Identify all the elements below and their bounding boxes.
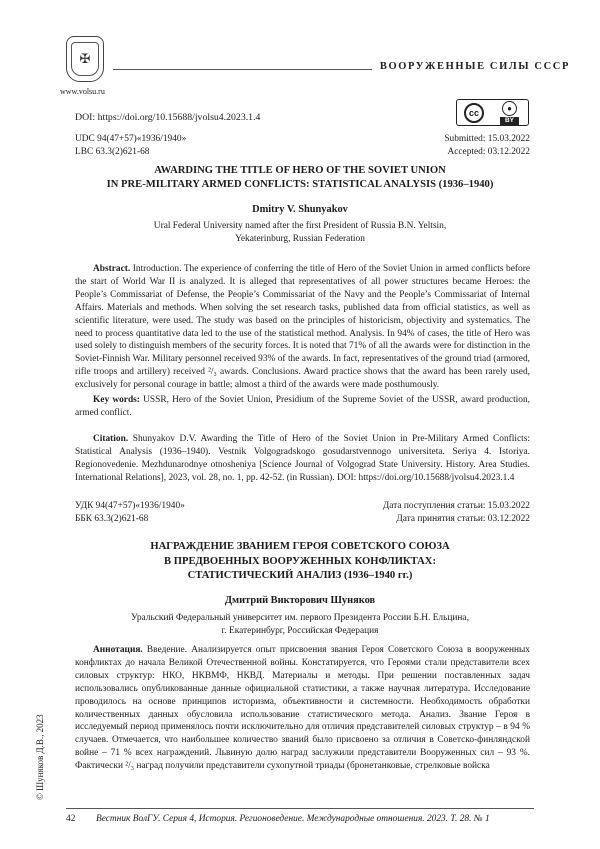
page-number: 42 xyxy=(66,814,76,824)
accepted-en: Accepted: 03.12.2022 xyxy=(447,147,530,157)
by-label: BY xyxy=(500,117,519,125)
lbc-en: LBC 63.3(2)621-68 xyxy=(75,147,150,157)
submitted-ru: Дата поступления статьи: 15.03.2022 xyxy=(382,501,530,511)
website-url[interactable]: www.volsu.ru xyxy=(60,87,105,96)
citation-en: Citation. Shunyakov D.V. Awarding the Title of Hero of the Soviet Union in Pre-Military Armed Conflicts: Statistical Analysis (1936–1940). Vestnik Volgogradskogo gosudarstvennogo universiteta. Seriya 4. Istoriya. Regionovedenie. Mezhdunarodnye otnosheniya [Science Journal of Volgograd State University. History. Area Studies. International Relations], 2023, vol. 28, no. 1, pp. 42-52. (in Russian). DOI: https://doi.org/10.15688/jvolsu4.2023.1.4 xyxy=(75,434,530,483)
affiliation-ru: Уральский Федеральный университет им. первого Президента России Б.Н. Ельцина, г. Екатеринбург, Российская Федерация xyxy=(131,613,469,636)
copyright-vertical: © Шуняков Д.В., 2023 xyxy=(35,714,45,800)
article-title-ru: НАГРАЖДЕНИЕ ЗВАНИЕМ ГЕРОЯ СОВЕТСКОГО СОЮЗА В ПРЕДВОЕННЫХ ВООРУЖЕННЫХ КОНФЛИКТАХ: СТАТИСТИЧЕСКИЙ АНАЛИЗ (1936–1940 гг.) xyxy=(150,541,450,581)
doi-link[interactable]: DOI: https://doi.org/10.15688/jvolsu4.2023.1.4 xyxy=(75,112,261,123)
author-ru: Дмитрий Викторович Шуняков xyxy=(224,595,376,606)
lbc-ru: ББК 63.3(2)621-68 xyxy=(75,514,149,524)
abstract-en: Abstract. Introduction. The experience of conferring the title of Hero of the Soviet Union in armed conflicts before the start of World War II is analyzed. It is alleged that representatives of all power structures became Heroes: the People’s Commissariat of Defense, the People’s Commissariat of the Navy and the People’s Commissariat of Internal Affairs. Materials and methods. When solving the set research tasks, published data from official statistics, as well as scientific literature, were used. The study was based on the principles of historicism, objectivity and systematics. The need to process quantitative data led to the use of the statistical method. Analysis. In 94% of cases, the title of Hero was used solely to distinguish members of the security forces. It is noted that 71% of all the awards were for distinction in the Soviet-Finnish War. Military personnel received 93% of the awards. In fact, representatives of the ground triad (armored, rifle troops and artillery) received ²/₃ awards. Conclusions. Award practice shows that the award has been rarely used, exclusively for personal courage in battle; almost a third of the awards were made posthumously. xyxy=(75,264,530,391)
udc-ru: УДК 94(47+57)«1936/1940» xyxy=(75,501,185,511)
coat-of-arms-icon: ✠ xyxy=(71,42,99,76)
article-title-en: AWARDING THE TITLE OF HERO OF THE SOVIET UNION IN PRE-MILITARY ARMED CONFLICTS: STATISTICAL ANALYSIS (1936–1940) xyxy=(106,165,494,190)
university-logo xyxy=(66,36,104,82)
accepted-ru: Дата принятия статьи: 03.12.2022 xyxy=(396,514,530,524)
journal-footer: Вестник ВолГУ. Серия 4, История. Регионоведение. Международные отношения. 2023. Т. 28. № 1 xyxy=(96,814,490,824)
udc-en: UDC 94(47+57)«1936/1940» xyxy=(75,134,187,144)
keywords-en: Key words: USSR, Hero of the Soviet Union, Presidium of the Supreme Soviet of the USSR, award production, armed conflict. xyxy=(75,395,530,418)
annotation-ru: Аннотация. Введение. Анализируется опыт присвоения звания Героя Советского Союза в вооруженных конфликтах до начала Великой Отечественной войны. Констатируется, что Героями стали представители всех силовых структур: НКО, НКВМФ, НКВД. Материалы и методы. При решении поставленных задач использовались опубликованные данные официальной статистики, а также научная литература. Исследование проводилось на основе принципов историзма, объективности и системности. Необходимость обработки количественных данных обусловила использование статистического метода. Анализ. Звание Героя в исследуемый период применялось почти исключительно для отличия представителей силовых структур – в 94 % случаев. Отмечается, что наибольшее количество званий было присвоено за отличия в Советско-финляндской войне – 71 % всех награждений. Львиную долю наград заслужили представители Вооруженных сил – 93 %. Фактически ²/₃ наград получили представители сухопутной триады (бронетанковые, стрелковые войска xyxy=(75,645,530,772)
submitted-en: Submitted: 15.03.2022 xyxy=(444,134,530,144)
person-icon: ● xyxy=(502,101,517,116)
footer-rule xyxy=(66,808,534,809)
affiliation-en: Ural Federal University named after the first President of Russia B.N. Yeltsin, Yekaterinburg, Russian Federation xyxy=(153,221,447,244)
cc-icon: cc xyxy=(464,103,484,123)
author-en: Dmitry V. Shunyakov xyxy=(252,204,348,215)
section-title: ВООРУЖЕННЫЕ СИЛЫ СССР xyxy=(372,61,570,72)
cc-by-license-badge[interactable] xyxy=(456,99,529,126)
